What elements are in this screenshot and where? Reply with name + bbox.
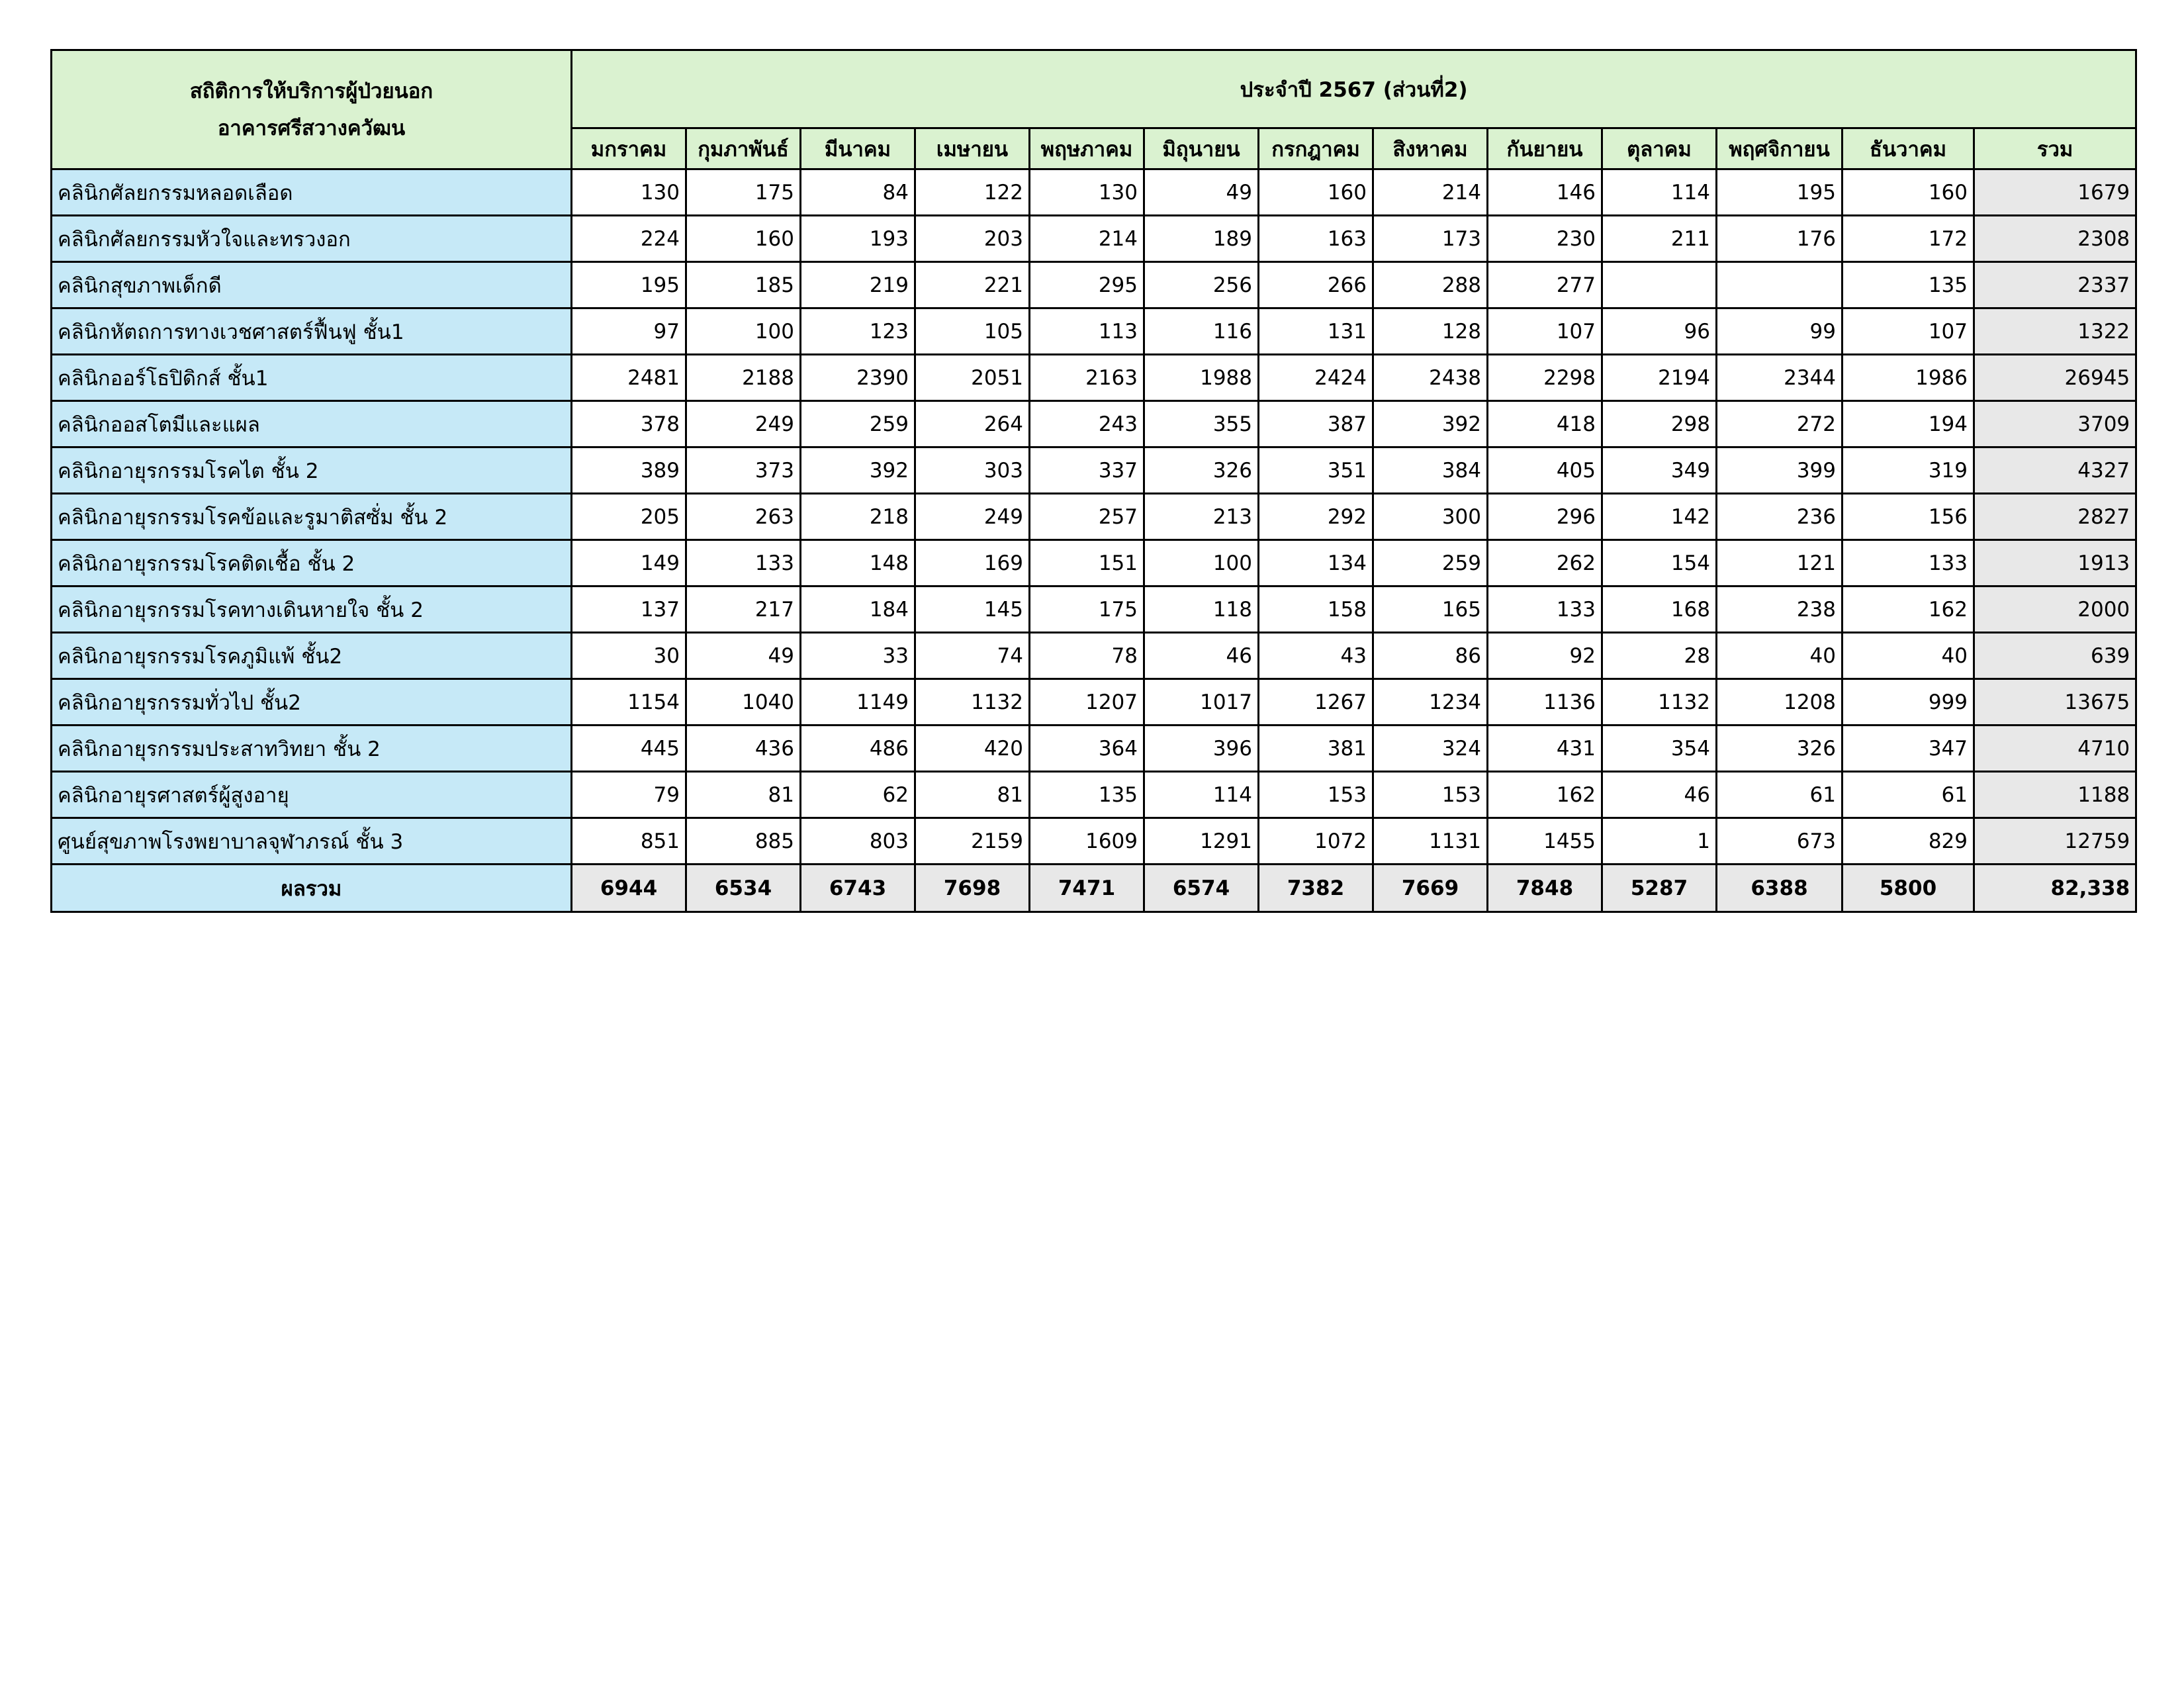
table-row xyxy=(52,447,2136,494)
row-total: 639 xyxy=(1974,633,2136,679)
month-value: 205 xyxy=(572,494,686,540)
month-value: 49 xyxy=(686,633,801,679)
month-value: 81 xyxy=(686,772,801,818)
month-value: 355 xyxy=(1144,401,1259,447)
month-value: 1149 xyxy=(801,679,915,726)
month-value: 151 xyxy=(1030,540,1144,586)
month-value: 133 xyxy=(686,540,801,586)
month-value: 1208 xyxy=(1717,679,1843,726)
month-value: 1017 xyxy=(1144,679,1259,726)
month-value: 2390 xyxy=(801,355,915,401)
table-row xyxy=(52,540,2136,586)
header-row-top xyxy=(52,50,2136,128)
month-value: 154 xyxy=(1602,540,1717,586)
month-sum: 7669 xyxy=(1373,865,1488,912)
month-sum: 7382 xyxy=(1259,865,1373,912)
month-value: 194 xyxy=(1843,401,1974,447)
month-sum: 6944 xyxy=(572,865,686,912)
month-value: 1 xyxy=(1602,818,1717,865)
row-total: 4327 xyxy=(1974,447,2136,494)
month-value: 81 xyxy=(915,772,1030,818)
table-row xyxy=(52,679,2136,726)
month-value: 133 xyxy=(1843,540,1974,586)
month-value: 224 xyxy=(572,216,686,262)
table-title-line2: อาคารศรีสวางควัฒน xyxy=(217,116,406,140)
table-row xyxy=(52,355,2136,401)
month-value: 351 xyxy=(1259,447,1373,494)
month-value: 292 xyxy=(1259,494,1373,540)
month-value: 113 xyxy=(1030,308,1144,355)
clinic-name: ศูนย์สุขภาพโรงพยาบาลจุฬาภรณ์ ชั้น 3 xyxy=(52,818,572,865)
month-sum: 7471 xyxy=(1030,865,1144,912)
month-value: 133 xyxy=(1488,586,1602,633)
month-value: 263 xyxy=(686,494,801,540)
table-row xyxy=(52,308,2136,355)
month-value: 1234 xyxy=(1373,679,1488,726)
month-value: 122 xyxy=(915,169,1030,216)
month-value: 175 xyxy=(1030,586,1144,633)
month-value: 135 xyxy=(1030,772,1144,818)
month-value: 176 xyxy=(1717,216,1843,262)
table-body xyxy=(52,169,2136,912)
month-value: 1609 xyxy=(1030,818,1144,865)
month-value: 373 xyxy=(686,447,801,494)
month-value: 354 xyxy=(1602,726,1717,772)
month-value: 214 xyxy=(1030,216,1144,262)
month-value: 185 xyxy=(686,262,801,308)
month-value: 184 xyxy=(801,586,915,633)
month-value: 118 xyxy=(1144,586,1259,633)
month-value: 803 xyxy=(801,818,915,865)
month-value: 195 xyxy=(572,262,686,308)
month-value: 78 xyxy=(1030,633,1144,679)
month-value: 381 xyxy=(1259,726,1373,772)
month-value: 486 xyxy=(801,726,915,772)
month-value: 1072 xyxy=(1259,818,1373,865)
month-value: 114 xyxy=(1602,169,1717,216)
outpatient-statistics-table xyxy=(50,49,2137,913)
clinic-name: คลินิกออร์โธปิดิกส์ ชั้น1 xyxy=(52,355,572,401)
total-column-header: รวม xyxy=(1974,128,2136,169)
month-value: 158 xyxy=(1259,586,1373,633)
month-value: 160 xyxy=(686,216,801,262)
month-header: กุมภาพันธ์ xyxy=(686,128,801,169)
month-value: 364 xyxy=(1030,726,1144,772)
month-value: 169 xyxy=(915,540,1030,586)
row-total: 13675 xyxy=(1974,679,2136,726)
month-value: 162 xyxy=(1843,586,1974,633)
month-sum: 5287 xyxy=(1602,865,1717,912)
month-value: 319 xyxy=(1843,447,1974,494)
clinic-name: คลินิกศัลยกรรมหลอดเลือด xyxy=(52,169,572,216)
month-value: 30 xyxy=(572,633,686,679)
month-value: 238 xyxy=(1717,586,1843,633)
month-value: 79 xyxy=(572,772,686,818)
month-value: 172 xyxy=(1843,216,1974,262)
month-value: 405 xyxy=(1488,447,1602,494)
month-value: 387 xyxy=(1259,401,1373,447)
clinic-name: คลินิกอายุรศาสตร์ผู้สูงอายุ xyxy=(52,772,572,818)
month-value: 160 xyxy=(1259,169,1373,216)
month-value: 2438 xyxy=(1373,355,1488,401)
clinic-name: คลินิกอายุรกรรมโรคข้อและรูมาติสซั่ม ชั้น 2 xyxy=(52,494,572,540)
month-value: 74 xyxy=(915,633,1030,679)
month-value: 211 xyxy=(1602,216,1717,262)
month-value: 1040 xyxy=(686,679,801,726)
month-value: 61 xyxy=(1717,772,1843,818)
month-value: 2051 xyxy=(915,355,1030,401)
clinic-name: คลินิกอายุรกรรมประสาทวิทยา ชั้น 2 xyxy=(52,726,572,772)
month-sum: 6534 xyxy=(686,865,801,912)
month-sum: 7848 xyxy=(1488,865,1602,912)
month-value: 431 xyxy=(1488,726,1602,772)
month-value: 62 xyxy=(801,772,915,818)
month-value: 105 xyxy=(915,308,1030,355)
month-value: 92 xyxy=(1488,633,1602,679)
month-value: 43 xyxy=(1259,633,1373,679)
month-value: 1986 xyxy=(1843,355,1974,401)
month-header: สิงหาคม xyxy=(1373,128,1488,169)
month-value: 175 xyxy=(686,169,801,216)
month-sum: 7698 xyxy=(915,865,1030,912)
month-sum: 5800 xyxy=(1843,865,1974,912)
table-row xyxy=(52,726,2136,772)
row-total: 2000 xyxy=(1974,586,2136,633)
clinic-name: คลินิกอายุรกรรมโรคติดเชื้อ ชั้น 2 xyxy=(52,540,572,586)
month-header: ธันวาคม xyxy=(1843,128,1974,169)
month-value: 418 xyxy=(1488,401,1602,447)
month-sum: 6388 xyxy=(1717,865,1843,912)
month-value: 49 xyxy=(1144,169,1259,216)
month-value: 288 xyxy=(1373,262,1488,308)
month-sum: 6743 xyxy=(801,865,915,912)
row-total: 12759 xyxy=(1974,818,2136,865)
month-header: ตุลาคม xyxy=(1602,128,1717,169)
month-value: 214 xyxy=(1373,169,1488,216)
clinic-name: คลินิกอายุรกรรมโรคภูมิแพ้ ชั้น2 xyxy=(52,633,572,679)
month-value xyxy=(1717,262,1843,308)
month-value: 272 xyxy=(1717,401,1843,447)
month-value: 296 xyxy=(1488,494,1602,540)
summary-label: ผลรวม xyxy=(52,865,572,912)
month-header: มีนาคม xyxy=(801,128,915,169)
month-value: 148 xyxy=(801,540,915,586)
month-value: 163 xyxy=(1259,216,1373,262)
month-value: 277 xyxy=(1488,262,1602,308)
month-value: 135 xyxy=(1843,262,1974,308)
month-value: 46 xyxy=(1602,772,1717,818)
clinic-name: คลินิกอายุรกรรมทั่วไป ชั้น2 xyxy=(52,679,572,726)
month-value: 28 xyxy=(1602,633,1717,679)
month-value: 236 xyxy=(1717,494,1843,540)
table-row xyxy=(52,262,2136,308)
month-value: 2344 xyxy=(1717,355,1843,401)
month-value: 1132 xyxy=(1602,679,1717,726)
month-value: 173 xyxy=(1373,216,1488,262)
row-total: 1188 xyxy=(1974,772,2136,818)
month-value: 257 xyxy=(1030,494,1144,540)
table-row xyxy=(52,401,2136,447)
month-value: 189 xyxy=(1144,216,1259,262)
month-value: 193 xyxy=(801,216,915,262)
month-value: 218 xyxy=(801,494,915,540)
month-value: 130 xyxy=(572,169,686,216)
month-value: 392 xyxy=(1373,401,1488,447)
month-value: 262 xyxy=(1488,540,1602,586)
row-total: 2337 xyxy=(1974,262,2136,308)
month-value: 378 xyxy=(572,401,686,447)
month-value: 107 xyxy=(1488,308,1602,355)
month-value: 128 xyxy=(1373,308,1488,355)
table-title-line1: สถิติการให้บริการผู้ป่วยนอก xyxy=(189,79,433,103)
month-value: 347 xyxy=(1843,726,1974,772)
month-header: มกราคม xyxy=(572,128,686,169)
month-value: 217 xyxy=(686,586,801,633)
month-value: 1988 xyxy=(1144,355,1259,401)
month-value: 86 xyxy=(1373,633,1488,679)
month-value: 259 xyxy=(801,401,915,447)
month-value: 324 xyxy=(1373,726,1488,772)
month-value: 153 xyxy=(1373,772,1488,818)
month-value: 2163 xyxy=(1030,355,1144,401)
month-value: 1267 xyxy=(1259,679,1373,726)
month-value: 40 xyxy=(1843,633,1974,679)
month-value: 300 xyxy=(1373,494,1488,540)
row-total: 3709 xyxy=(1974,401,2136,447)
month-value: 221 xyxy=(915,262,1030,308)
month-header: กรกฎาคม xyxy=(1259,128,1373,169)
month-value: 2188 xyxy=(686,355,801,401)
month-value: 999 xyxy=(1843,679,1974,726)
month-value: 230 xyxy=(1488,216,1602,262)
month-value: 114 xyxy=(1144,772,1259,818)
month-value: 2481 xyxy=(572,355,686,401)
month-value: 436 xyxy=(686,726,801,772)
month-header: มิถุนายน xyxy=(1144,128,1259,169)
month-value: 123 xyxy=(801,308,915,355)
month-value: 165 xyxy=(1373,586,1488,633)
month-value: 131 xyxy=(1259,308,1373,355)
month-value: 160 xyxy=(1843,169,1974,216)
month-value: 445 xyxy=(572,726,686,772)
month-value: 243 xyxy=(1030,401,1144,447)
table-row xyxy=(52,772,2136,818)
clinic-name: คลินิกศัลยกรรมหัวใจและทรวงอก xyxy=(52,216,572,262)
grand-total: 82,338 xyxy=(1974,865,2136,912)
month-header: พฤศจิกายน xyxy=(1717,128,1843,169)
month-value: 1136 xyxy=(1488,679,1602,726)
month-value: 134 xyxy=(1259,540,1373,586)
month-value: 153 xyxy=(1259,772,1373,818)
row-total: 1679 xyxy=(1974,169,2136,216)
clinic-name: คลินิกอายุรกรรมโรคไต ชั้น 2 xyxy=(52,447,572,494)
month-value xyxy=(1602,262,1717,308)
clinic-name: คลินิกสุขภาพเด็กดี xyxy=(52,262,572,308)
month-value: 145 xyxy=(915,586,1030,633)
month-value: 162 xyxy=(1488,772,1602,818)
row-total: 2827 xyxy=(1974,494,2136,540)
month-value: 2194 xyxy=(1602,355,1717,401)
month-value: 121 xyxy=(1717,540,1843,586)
month-value: 2298 xyxy=(1488,355,1602,401)
month-value: 303 xyxy=(915,447,1030,494)
table-row xyxy=(52,169,2136,216)
table-row xyxy=(52,216,2136,262)
month-value: 1131 xyxy=(1373,818,1488,865)
month-header: พฤษภาคม xyxy=(1030,128,1144,169)
month-value: 389 xyxy=(572,447,686,494)
month-value: 326 xyxy=(1144,447,1259,494)
month-value: 295 xyxy=(1030,262,1144,308)
month-value: 149 xyxy=(572,540,686,586)
row-total: 4710 xyxy=(1974,726,2136,772)
month-value: 213 xyxy=(1144,494,1259,540)
clinic-name: คลินิกหัตถการทางเวชศาสตร์ฟื้นฟู ชั้น1 xyxy=(52,308,572,355)
month-value: 33 xyxy=(801,633,915,679)
month-value: 100 xyxy=(1144,540,1259,586)
month-value: 249 xyxy=(915,494,1030,540)
summary-row xyxy=(52,865,2136,912)
month-sum: 6574 xyxy=(1144,865,1259,912)
table-row xyxy=(52,633,2136,679)
table-row xyxy=(52,494,2136,540)
month-header: กันยายน xyxy=(1488,128,1602,169)
month-value: 337 xyxy=(1030,447,1144,494)
month-value: 107 xyxy=(1843,308,1974,355)
month-value: 96 xyxy=(1602,308,1717,355)
month-value: 2159 xyxy=(915,818,1030,865)
month-header: เมษายน xyxy=(915,128,1030,169)
row-total: 2308 xyxy=(1974,216,2136,262)
table-row xyxy=(52,586,2136,633)
month-value: 266 xyxy=(1259,262,1373,308)
month-value: 326 xyxy=(1717,726,1843,772)
month-value: 673 xyxy=(1717,818,1843,865)
month-value: 298 xyxy=(1602,401,1717,447)
month-value: 1455 xyxy=(1488,818,1602,865)
month-value: 1207 xyxy=(1030,679,1144,726)
month-value: 396 xyxy=(1144,726,1259,772)
clinic-name: คลินิกออสโตมีและแผล xyxy=(52,401,572,447)
month-value: 264 xyxy=(915,401,1030,447)
month-value: 61 xyxy=(1843,772,1974,818)
table-title xyxy=(52,50,572,169)
month-value: 219 xyxy=(801,262,915,308)
month-value: 2424 xyxy=(1259,355,1373,401)
month-value: 130 xyxy=(1030,169,1144,216)
table-row xyxy=(52,818,2136,865)
month-value: 46 xyxy=(1144,633,1259,679)
month-value: 349 xyxy=(1602,447,1717,494)
month-value: 399 xyxy=(1717,447,1843,494)
month-value: 1291 xyxy=(1144,818,1259,865)
month-value: 40 xyxy=(1717,633,1843,679)
month-value: 116 xyxy=(1144,308,1259,355)
month-value: 259 xyxy=(1373,540,1488,586)
month-value: 137 xyxy=(572,586,686,633)
month-value: 100 xyxy=(686,308,801,355)
month-value: 99 xyxy=(1717,308,1843,355)
month-value: 249 xyxy=(686,401,801,447)
month-value: 195 xyxy=(1717,169,1843,216)
month-value: 256 xyxy=(1144,262,1259,308)
month-value: 168 xyxy=(1602,586,1717,633)
row-total: 26945 xyxy=(1974,355,2136,401)
month-value: 1154 xyxy=(572,679,686,726)
month-value: 156 xyxy=(1843,494,1974,540)
row-total: 1322 xyxy=(1974,308,2136,355)
month-value: 851 xyxy=(572,818,686,865)
month-value: 829 xyxy=(1843,818,1974,865)
clinic-name: คลินิกอายุรกรรมโรคทางเดินหายใจ ชั้น 2 xyxy=(52,586,572,633)
month-value: 203 xyxy=(915,216,1030,262)
month-value: 420 xyxy=(915,726,1030,772)
period-heading: ประจำปี 2567 (ส่วนที่2) xyxy=(572,50,2136,128)
month-value: 1132 xyxy=(915,679,1030,726)
month-value: 142 xyxy=(1602,494,1717,540)
month-value: 84 xyxy=(801,169,915,216)
month-value: 885 xyxy=(686,818,801,865)
month-value: 384 xyxy=(1373,447,1488,494)
row-total: 1913 xyxy=(1974,540,2136,586)
month-value: 97 xyxy=(572,308,686,355)
month-value: 146 xyxy=(1488,169,1602,216)
month-value: 392 xyxy=(801,447,915,494)
